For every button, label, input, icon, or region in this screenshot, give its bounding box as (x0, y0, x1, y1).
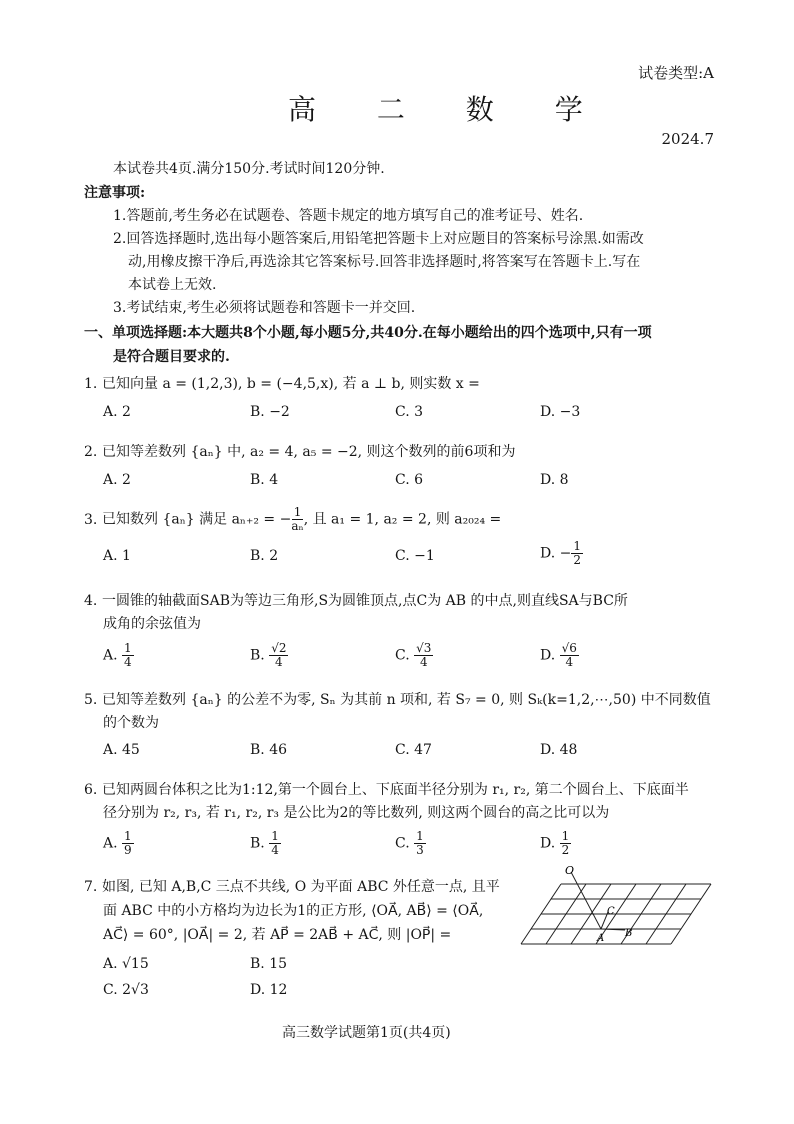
option-label: A. (103, 647, 118, 664)
option-a: A. 45 (103, 742, 140, 758)
fraction-numerator: 1 (124, 829, 132, 843)
fraction-numerator: 1 (573, 539, 581, 553)
option-d: D. −3 (540, 404, 581, 420)
fraction-numerator: 1 (271, 829, 279, 843)
fraction-numerator: 1 (293, 505, 302, 519)
option-c: C. 6 (395, 472, 424, 488)
page-footer: 高三数学试题第1页(共4页) (282, 1025, 451, 1041)
option-c: C. 2√3 (103, 982, 149, 998)
label-b: B (625, 928, 633, 939)
intro-text: 本试卷共4页.满分150分.考试时间120分钟. (113, 161, 385, 177)
option-b (250, 642, 288, 669)
label-a: A (597, 933, 605, 944)
option-b: B. 15 (250, 956, 288, 972)
grid-plane-figure (515, 864, 715, 954)
option-d: D. 8 (540, 472, 569, 488)
question-2 (84, 441, 515, 461)
option-c (395, 642, 433, 669)
question-text-cont: 面 ABC 中的小方格均为边长为1的正方形, ⟨OA⃗, AB⃗⟩ = ⟨OA⃗, (103, 903, 484, 919)
fraction-numerator: √2 (271, 641, 287, 655)
option-label: D. (540, 835, 556, 852)
fraction (414, 642, 433, 669)
fraction (571, 540, 583, 567)
option-a: A. 1 (103, 548, 131, 564)
fraction-numerator: 1 (416, 829, 424, 843)
fraction-denominator: 4 (565, 655, 574, 669)
question-text-cont: , 且 a₁ = 1, a₂ = 2, 则 a₂₀₂₄ = (303, 511, 502, 528)
label-c: C (607, 906, 615, 917)
option-a: A. √15 (103, 956, 149, 972)
paper-type: 试卷类型:A (638, 64, 714, 82)
fraction-numerator: 1 (561, 829, 570, 843)
fraction (291, 506, 303, 533)
option-d (540, 540, 583, 567)
fraction-denominator: 3 (416, 843, 424, 857)
fraction (269, 642, 288, 669)
grid-lines (521, 884, 711, 944)
fraction-denominator: 4 (419, 655, 428, 669)
section-heading-cont: 是符合题目要求的. (113, 349, 230, 365)
fraction (414, 830, 426, 857)
option-d: D. 48 (540, 742, 578, 758)
fraction-denominator: 4 (275, 655, 283, 669)
fraction (122, 642, 134, 669)
question-number: 1. (84, 376, 98, 392)
notice-item-2: 2.回答选择题时,选出每小题答案后,用铅笔把答题卡上对应题目的答案标号涂黑.如需改 (113, 231, 644, 247)
fraction-denominator: 2 (573, 553, 581, 567)
page-title: 高 二 数 学 (288, 93, 609, 126)
option-a: A. 2 (103, 404, 131, 420)
fraction-denominator: aₙ (291, 519, 304, 533)
option-c (395, 830, 426, 857)
option-d (540, 830, 571, 857)
question-text-cont: 的个数为 (103, 715, 159, 731)
question-text: 已知数列 {aₙ} 满足 aₙ₊₂ = − (102, 511, 292, 528)
question-number: 7. (84, 879, 98, 895)
question-text: 一圆锥的轴截面SAB为等边三角形,S为圆锥顶点,点C为 AB 的中点,则直线SA与BC所 (102, 593, 628, 609)
question-number: 4. (84, 593, 98, 609)
question-text: 已知两圆台体积之比为1:12,第一个圆台上、下底面半径分别为 r₁, r₂, 第二个圆台上、下底面半 (102, 782, 689, 798)
option-c: C. −1 (395, 548, 435, 564)
question-text-cont-2: AC⃗⟩ = 60°, |OA⃗| = 2, 若 AP⃗ = 2AB⃗ + AC⃗, 则 |OP⃗| = (103, 927, 452, 943)
option-a: A. 2 (103, 472, 131, 488)
option-label: B. (250, 835, 265, 852)
fraction-numerator: √6 (561, 641, 577, 655)
notice-item-2-end: 本试卷上无效. (128, 277, 217, 293)
question-number: 3. (84, 511, 98, 528)
fraction (269, 830, 281, 857)
section-heading: 一、单项选择题:本大题共8个小题,每小题5分,共40分.在每小题给出的四个选项中,只有一项 (84, 325, 652, 341)
option-c: C. 3 (395, 404, 424, 420)
notice-item-3: 3.考试结束,考生必须将试题卷和答题卡一并交回. (113, 300, 416, 316)
option-a (103, 830, 134, 857)
fraction-denominator: 4 (271, 843, 279, 857)
question-3 (84, 506, 501, 533)
question-number: 6. (84, 782, 98, 798)
question-4 (84, 590, 628, 610)
question-text: 如图, 已知 A,B,C 三点不共线, O 为平面 ABC 外任意一点, 且平 (102, 879, 500, 895)
question-text-cont: 成角的余弦值为 (103, 616, 201, 632)
fraction-denominator: 9 (124, 843, 132, 857)
vectors (571, 872, 625, 930)
question-7 (84, 876, 500, 896)
question-number: 2. (84, 444, 98, 460)
question-5 (84, 689, 711, 709)
question-text: 已知向量 a = (1,2,3), b = (−4,5,x), 若 a ⊥ b, 则实数 x = (102, 376, 480, 392)
question-1 (84, 373, 480, 393)
option-label: C. (395, 835, 410, 852)
question-text: 已知等差数列 {aₙ} 中, a₂ = 4, a₅ = −2, 则这个数列的前6项和为 (102, 444, 516, 460)
option-b: B. −2 (250, 404, 290, 420)
exam-date: 2024.7 (661, 130, 714, 148)
fraction-numerator: √3 (416, 641, 432, 655)
question-number: 5. (84, 692, 98, 708)
fraction (560, 830, 572, 857)
fraction (560, 642, 579, 669)
option-d (540, 642, 579, 669)
option-label: D. − (540, 545, 572, 562)
option-label: C. (395, 647, 410, 664)
option-a (103, 642, 134, 669)
option-label: D. (540, 647, 556, 664)
option-label: A. (103, 835, 118, 852)
question-text-cont: 径分别为 r₂, r₃, 若 r₁, r₂, r₃ 是公比为2的等比数列, 则这两个圆台的高之比可以为 (103, 805, 610, 821)
option-d: D. 12 (250, 982, 288, 998)
fraction-numerator: 1 (124, 641, 132, 655)
fraction-denominator: 2 (561, 843, 570, 857)
option-b: B. 2 (250, 548, 279, 564)
option-c: C. 47 (395, 742, 432, 758)
label-o: O (565, 864, 575, 877)
fraction-denominator: 4 (124, 655, 132, 669)
notice-item-1: 1.答题前,考生务必在试题卷、答题卡规定的地方填写自己的准考证号、姓名. (113, 208, 584, 224)
notice-heading: 注意事项: (84, 185, 146, 201)
option-b: B. 46 (250, 742, 288, 758)
question-text: 已知等差数列 {aₙ} 的公差不为零, Sₙ 为其前 n 项和, 若 S₇ = 0, 则 Sₖ(k=1,2,⋯,50) 中不同数值 (102, 692, 711, 708)
question-6 (84, 779, 689, 799)
option-label: B. (250, 647, 265, 664)
option-b: B. 4 (250, 472, 279, 488)
option-b (250, 830, 281, 857)
notice-item-2-cont: 动,用橡皮擦干净后,再选涂其它答案标号.回答非选择题时,将答案写在答题卡上.写在 (128, 254, 641, 270)
fraction (122, 830, 134, 857)
